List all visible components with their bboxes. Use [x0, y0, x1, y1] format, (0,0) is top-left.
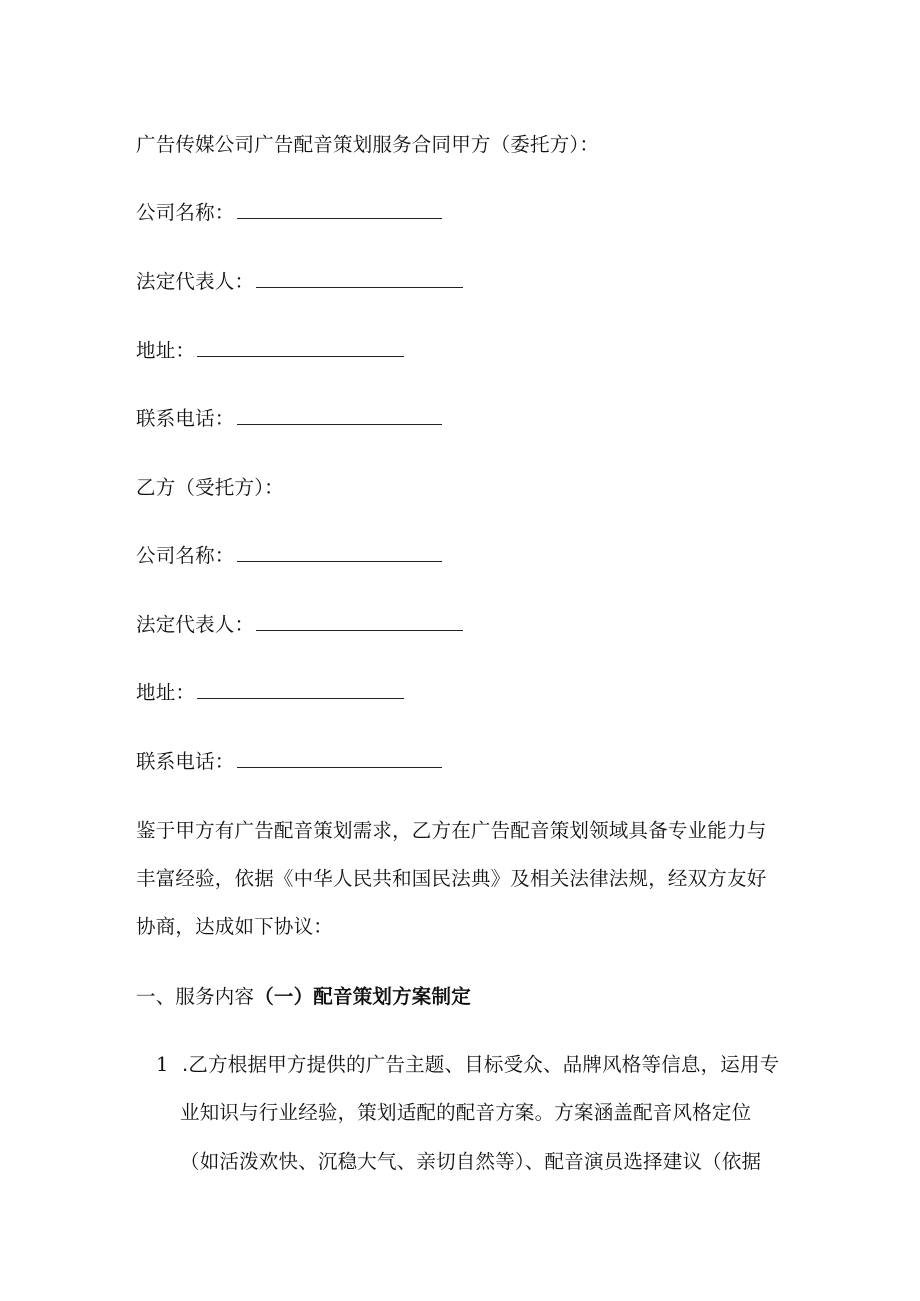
party-a-address-row [136, 337, 404, 365]
party-a-company-row [136, 199, 442, 227]
preamble-line-3 [136, 913, 333, 941]
contract-title-line [136, 131, 599, 159]
party-b-company-row [136, 542, 442, 570]
party-a-address-label: 地址： [136, 339, 196, 362]
party-a-company-blank[interactable] [237, 199, 442, 219]
party-b-phone-blank[interactable] [237, 748, 442, 768]
item-1-number: 1 [156, 1053, 169, 1076]
party-b-address-row [136, 679, 404, 707]
item-1-text-2: 业知识与行业经验，策划适配的配音方案。方案涵盖配音风格定位 [180, 1101, 752, 1124]
party-a-phone-blank[interactable] [237, 405, 442, 425]
contract-title-text: 广告传媒公司广告配音策划服务合同甲方（委托方）： [136, 133, 600, 156]
party-a-phone-row [136, 405, 442, 433]
party-a-rep-row [136, 268, 463, 296]
item-1-line-1 [156, 1051, 779, 1079]
party-a-phone-label: 联系电话： [136, 407, 235, 430]
section-1-heading [136, 983, 471, 1011]
item-1-text-1: .乙方根据甲方提供的广告主题、目标受众、品牌风格等信息，运用专 [182, 1053, 780, 1076]
party-b-phone-row [136, 748, 442, 776]
party-b-phone-label: 联系电话： [136, 750, 235, 773]
party-a-company-label: 公司名称： [136, 201, 235, 224]
party-a-rep-label: 法定代表人： [136, 270, 255, 293]
party-b-rep-label: 法定代表人： [136, 613, 255, 636]
item-1-text-3: （如活泼欢快、沉稳大气、亲切自然等）、配音演员选择建议（依据 [180, 1150, 762, 1173]
party-b-rep-blank[interactable] [256, 611, 463, 631]
item-1-line-3 [180, 1148, 761, 1176]
item-1-line-2 [180, 1099, 751, 1127]
party-b-heading [136, 474, 284, 502]
party-b-address-blank[interactable] [197, 679, 404, 699]
preamble-line-2 [136, 865, 766, 893]
section-1-heading-bold: （一）配音策划方案制定 [254, 985, 471, 1008]
preamble-text-1: 鉴于甲方有广告配音策划需求，乙方在广告配音策划领域具备专业能力与 [136, 819, 767, 842]
party-b-company-blank[interactable] [237, 542, 442, 562]
party-b-rep-row [136, 611, 463, 639]
preamble-text-2: 丰富经验，依据《中华人民共和国民法典》及相关法律法规，经双方友好 [136, 867, 767, 890]
party-a-address-blank[interactable] [197, 337, 404, 357]
section-1-heading-plain: 一、服务内容 [136, 985, 255, 1008]
party-a-rep-blank[interactable] [256, 268, 463, 288]
preamble-text-3: 协商，达成如下协议： [136, 915, 334, 938]
party-b-company-label: 公司名称： [136, 544, 235, 567]
party-b-heading-text: 乙方（受托方）： [136, 476, 284, 499]
preamble-line-1 [136, 817, 766, 845]
party-b-address-label: 地址： [136, 681, 196, 704]
